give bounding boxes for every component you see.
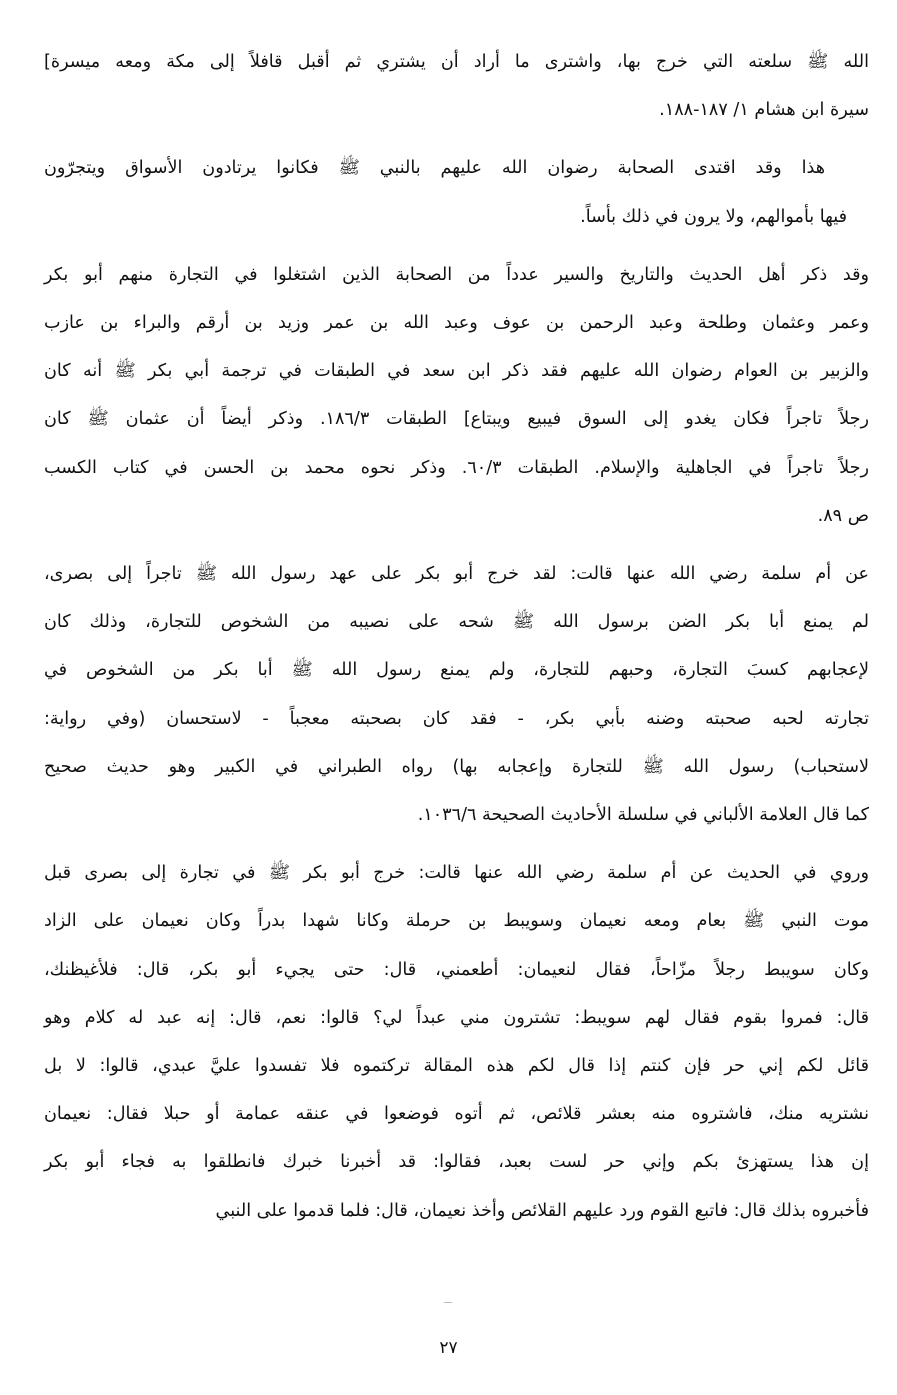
text-line: وروي في الحديث عن أم سلمة رضي الله عنها قالت: خرج أبو بكر ﷺ في تجارة إلى بصرى قبل	[44, 863, 869, 884]
paragraph	[44, 550, 869, 839]
text-line: قائل لكم إني حر فإن كنتم إذا قال لكم هذه المقالة تركتموه فلا تفسدوا عليَّ عبدي، قالوا: لا بل	[44, 1056, 869, 1077]
text-line: وعمر وعثمان وطلحة وعبد الرحمن بن عوف وعبد الله بن عمر وزيد بن أرقم والبراء بن عازب	[44, 313, 869, 334]
text-line: وكان سويبط رجلاً مزّاحاً، فقال لنعيمان: أطعمني، قال: حتى يجيء أبو بكر، قال: فلأغيظنك،	[44, 959, 869, 980]
text-line: والزبير بن العوام رضوان الله عليهم فقد ذكر ابن سعد في الطبقات في ترجمة أبي بكر ﷺ أنه كان	[44, 361, 869, 382]
text-line: قال: فمروا بقوم فقال لهم سويبط: تشترون مني عبداً لي؟ قالوا: نعم، قال: إنه عبد له كلام وهو	[44, 1007, 869, 1028]
text-line: موت النبي ﷺ بعام ومعه نعيمان وسويبط بن حرملة وكانا شهدا بدراً وكان نعيمان على الزاد	[44, 911, 869, 932]
paragraph	[44, 144, 869, 240]
text-line: لم يمنع أبا بكر الضن برسول الله ﷺ شحه على نصيبه من الشخوص للتجارة، وذلك كان	[44, 612, 869, 633]
text-line: كما قال العلامة الألباني في سلسلة الأحاديث الصحيحة ١٠٣٦/٦.	[417, 805, 869, 826]
text-line: هذا وقد اقتدى الصحابة رضوان الله عليهم بالنبي ﷺ فكانوا يرتادون الأسواق ويتجرّون	[44, 158, 825, 179]
text-line: لإعجابهم كسبَ التجارة، وحبهم للتجارة، ولم يمنع رسول الله ﷺ أبا بكر من الشخوص في	[44, 660, 869, 681]
paragraph	[44, 38, 869, 134]
text-line: رجلاً تاجراً في الجاهلية والإسلام. الطبقات ٦٠/٣. وذكر نحوه محمد بن الحسن في كتاب الكسب	[44, 457, 869, 478]
text-line: رجلاً تاجراً فكان يغدو إلى السوق فيبيع ويبتاع] الطبقات ١٨٦/٣. وذكر أيضاً أن عثمان ﷺ كان	[44, 409, 869, 430]
text-line: ص ٨٩.	[817, 505, 869, 526]
paragraph	[44, 251, 869, 540]
text-line: نشتريه منك، فاشتروه منه بعشر قلائص، ثم أتوه فوضعوا في عنقه عمامة أو حبلا فقال: نعيمان	[44, 1104, 869, 1125]
text-line: سيرة ابن هشام ١/ ١٨٧-١٨٨.	[659, 100, 869, 121]
text-line: وقد ذكر أهل الحديث والتاريخ والسير عدداً من الصحابة الذين اشتغلوا في التجارة منهم أبو بكر	[44, 264, 869, 285]
text-line: فأخبروه بذلك قال: فاتبع القوم ورد عليهم القلائص وأخذ نعيمان، قال: فلما قدموا على النبي	[215, 1200, 869, 1221]
margin-mark	[444, 1302, 452, 1303]
text-line: لاستحباب) رسول الله ﷺ للتجارة وإعجابه بها) رواه الطبراني في الكبير وهو حديث صحيح	[44, 756, 869, 777]
page-number: ٢٧	[439, 1338, 458, 1358]
body-text	[44, 38, 869, 1245]
text-line: عن أم سلمة رضي الله عنها قالت: لقد خرج أبو بكر على عهد رسول الله ﷺ تاجراً إلى بصرى،	[44, 564, 869, 585]
text-line: إن هذا يستهزئ بكم وإني حر لست بعبد، فقالوا: قد أخبرنا خبرك فانطلقوا به فجاء أبو بكر	[44, 1152, 869, 1173]
text-line: فيها بأموالهم، ولا يرون في ذلك بأساً.	[580, 206, 847, 227]
text-line: تجارته لحبه صحبته وضنه بأبي بكر، - فقد كان بصحبته معجباً - لاستحسان (وفي رواية:	[44, 708, 869, 729]
paragraph	[44, 849, 869, 1235]
text-line: الله ﷺ سلعته التي خرج بها، واشترى ما أراد أن يشتري ثم أقبل قافلاً إلى مكة ومعه ميسرة]	[44, 52, 869, 72]
